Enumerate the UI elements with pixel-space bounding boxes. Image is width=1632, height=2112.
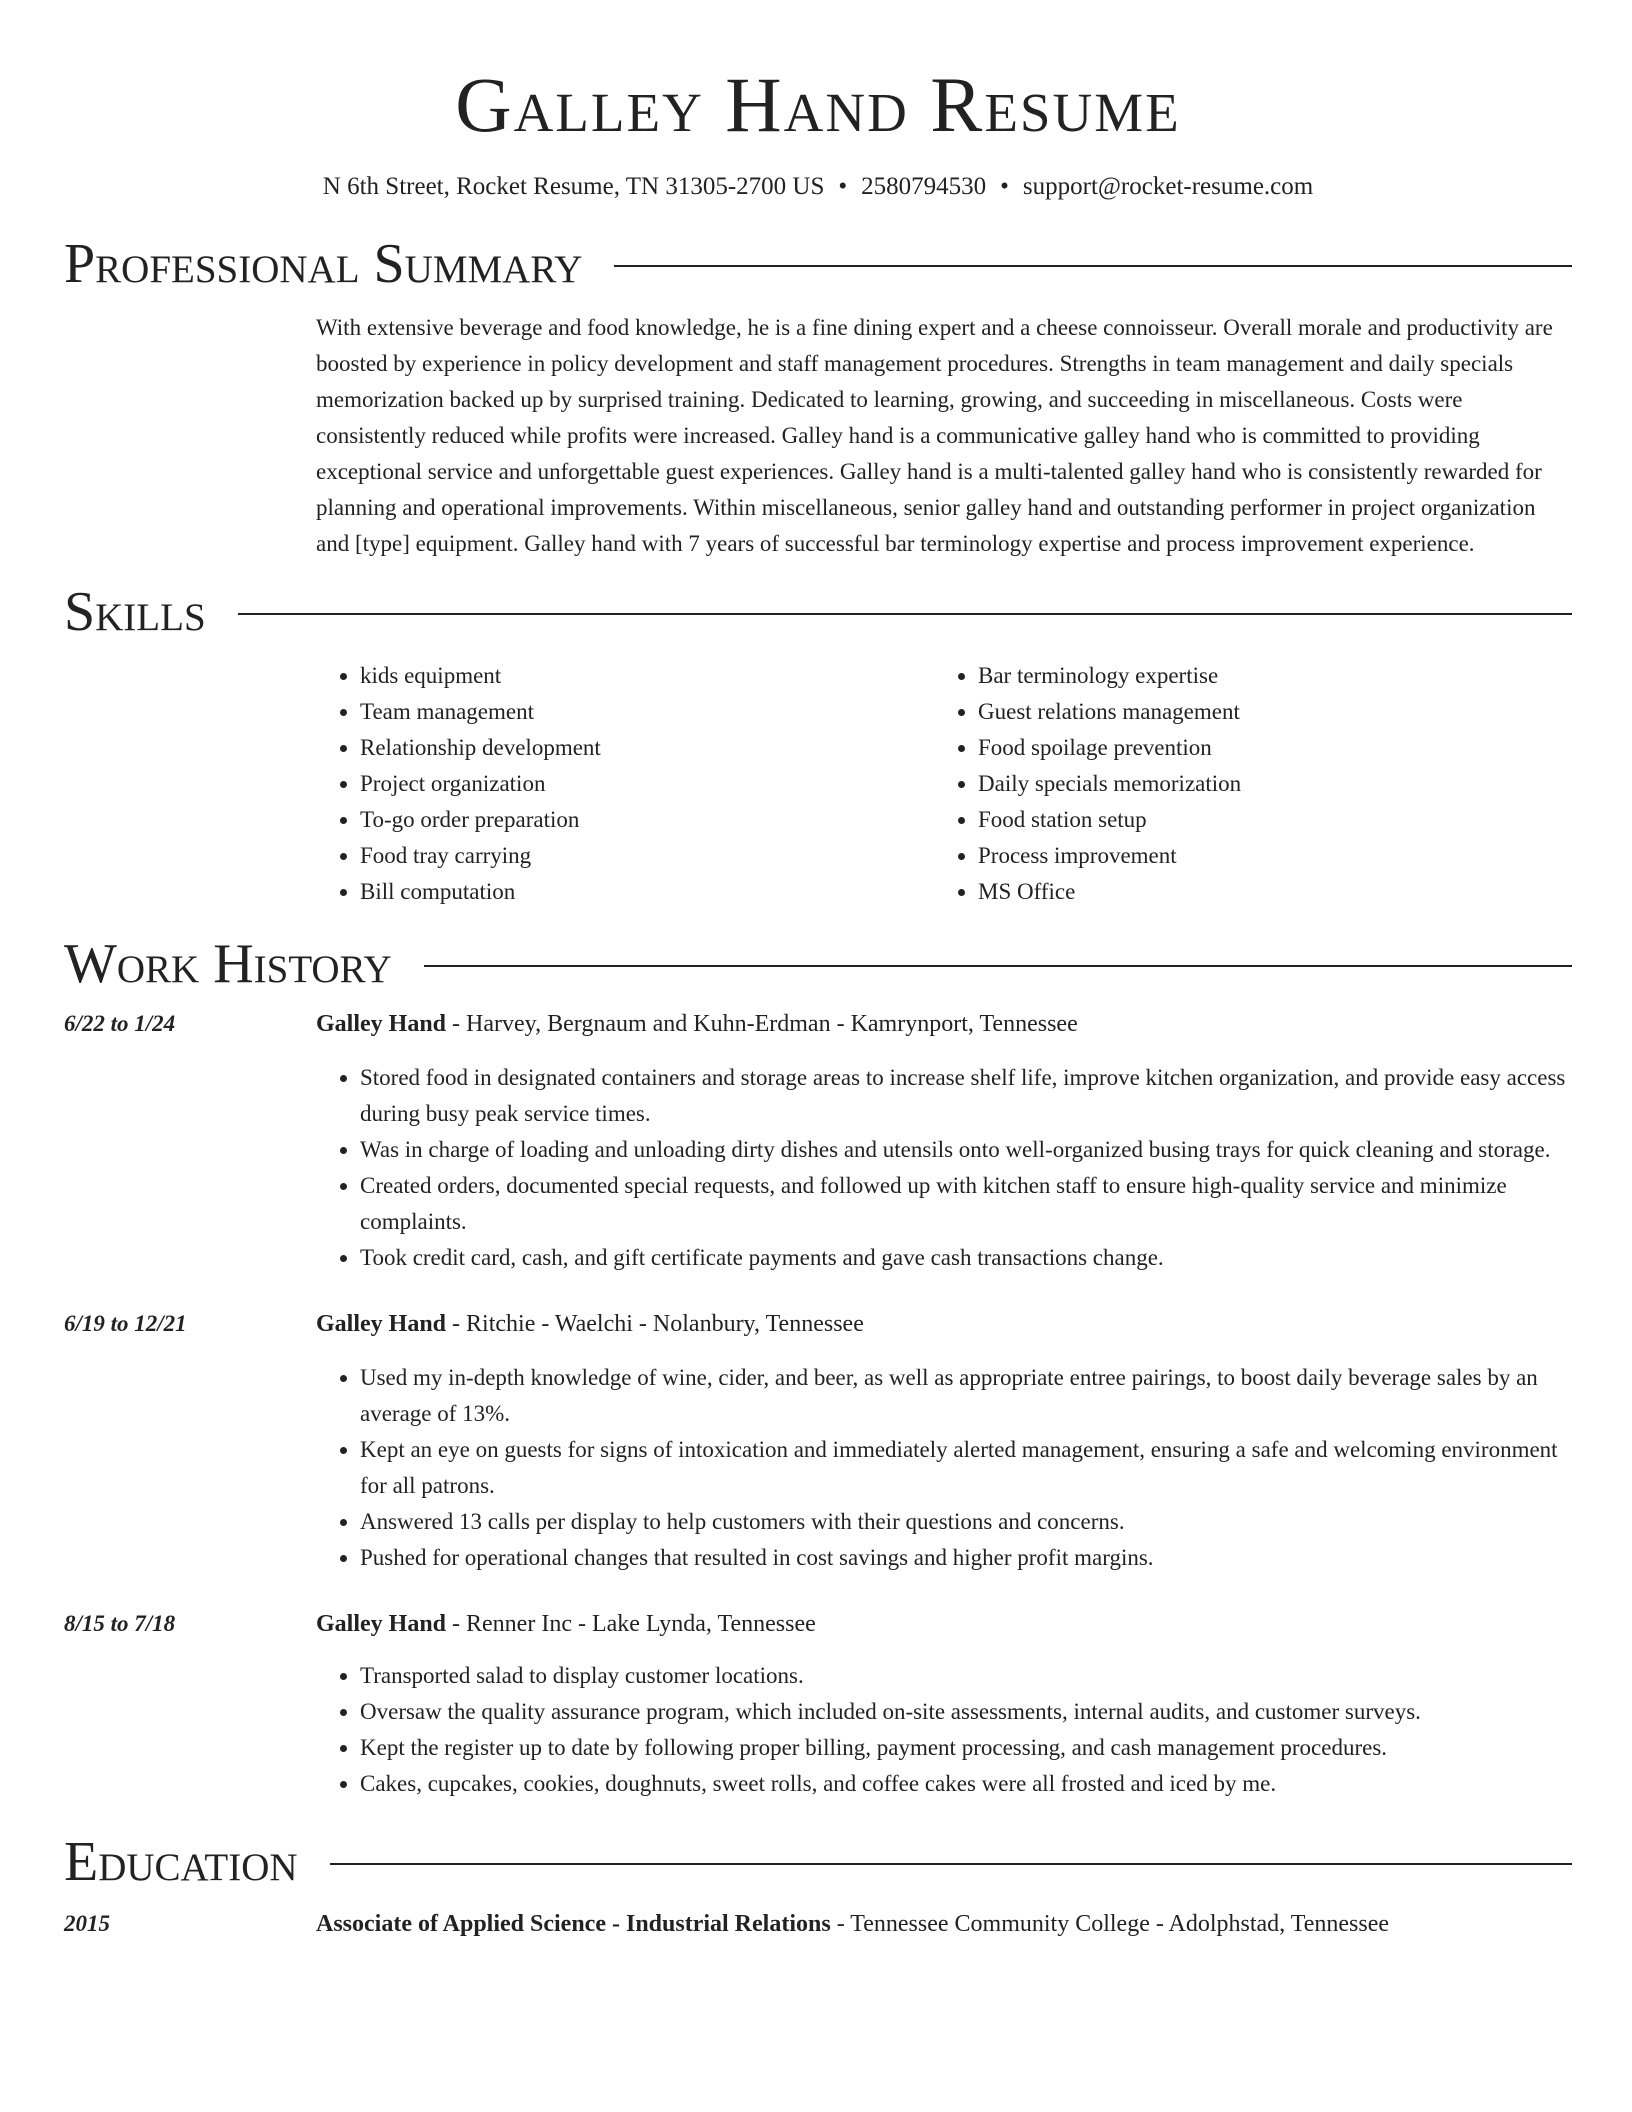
job-content — [316, 1606, 1572, 1802]
section-work-header — [64, 932, 1572, 996]
skill-item: • Guest relations management — [978, 694, 1552, 730]
skill-item: • Process improvement — [978, 838, 1552, 874]
job-title-line — [316, 1306, 1572, 1342]
job-dates: 8/15 to 7/18 — [64, 1611, 176, 1636]
job-bullets — [316, 1658, 1572, 1802]
section-heading: Skills — [64, 581, 206, 643]
job-bullet: • Answered 13 calls per display to help customers with their questions and concerns. — [360, 1504, 1572, 1540]
email[interactable]: support@rocket-resume.com — [1022, 173, 1314, 200]
skill-item: • Bill computation — [360, 874, 934, 910]
separator-dot: • — [1000, 173, 1009, 200]
job-bullet: • Was in charge of loading and unloading dirty dishes and utensils onto well-organized busing trays for quick cleaning and storage. — [360, 1132, 1572, 1168]
job-bullet: • Used my in-depth knowledge of wine, cider, and beer, as well as appropriate entree pairings, to boost daily beverage sales by an average of 13%. — [360, 1360, 1572, 1432]
job-bullets — [316, 1360, 1572, 1576]
education-entry — [64, 1906, 1572, 1942]
section-rule — [424, 965, 1572, 967]
job-dates: 6/19 to 12/21 — [64, 1311, 187, 1336]
phone: 2580794530 — [861, 173, 987, 200]
job-content — [316, 1306, 1572, 1576]
skills-column-left — [316, 658, 934, 910]
resume-title: Galley Hand Resume — [455, 61, 1181, 148]
section-rule — [330, 1863, 1572, 1865]
job-bullet: • Oversaw the quality assurance program, which included on-site assessments, internal audits, and customer surveys. — [360, 1694, 1572, 1730]
section-heading: Work History — [64, 933, 392, 995]
skill-item: • Daily specials memorization — [978, 766, 1552, 802]
resume-page — [64, 0, 1572, 1942]
job-title-line — [316, 1006, 1572, 1042]
skill-item: • Relationship development — [360, 730, 934, 766]
skill-item: • To-go order preparation — [360, 802, 934, 838]
job-bullet: • Took credit card, cash, and gift certificate payments and gave cash transactions change. — [360, 1240, 1572, 1276]
skill-item: • MS Office — [978, 874, 1552, 910]
job-title: Galley Hand — [316, 1611, 447, 1637]
job-dates: 6/22 to 1/24 — [64, 1011, 176, 1036]
skills-grid — [316, 658, 1572, 910]
education-year: 2015 — [64, 1911, 110, 1936]
job-bullet: • Created orders, documented special requests, and followed up with kitchen staff to ensure high-quality service and minimize complaints. — [360, 1168, 1572, 1240]
job-bullet: • Stored food in designated containers and storage areas to increase shelf life, improve kitchen organization, and provide easy access during busy peak service times. — [360, 1060, 1572, 1132]
job-content — [316, 1006, 1572, 1276]
job-title: Galley Hand — [316, 1311, 447, 1337]
section-summary-header — [64, 232, 1572, 296]
section-rule — [614, 265, 1572, 267]
summary-block — [316, 310, 1572, 562]
job-bullet: • Kept the register up to date by following proper billing, payment processing, and cash management procedures. — [360, 1730, 1572, 1766]
job-details: - Renner Inc - Lake Lynda, Tennessee — [446, 1611, 816, 1637]
job-title: Galley Hand — [316, 1011, 447, 1037]
job-entry — [64, 1606, 1572, 1802]
skill-item: • kids equipment — [360, 658, 934, 694]
job-details: - Harvey, Bergnaum and Kuhn-Erdman - Kamrynport, Tennessee — [446, 1011, 1078, 1037]
skill-item: • Team management — [360, 694, 934, 730]
job-title-line — [316, 1606, 1572, 1642]
section-skills-header — [64, 580, 1572, 644]
education-degree: Associate of Applied Science - Industrial Relations — [316, 1911, 831, 1937]
separator-dot: • — [838, 173, 848, 200]
section-heading: Professional Summary — [64, 233, 583, 295]
education-details: - Tennessee Community College - Adolphstad, Tennessee — [830, 1911, 1390, 1937]
address: N 6th Street, Rocket Resume, TN 31305-2700 US — [322, 173, 825, 200]
skill-item: • Food station setup — [978, 802, 1552, 838]
contact-line — [64, 170, 1572, 204]
job-entry — [64, 1306, 1572, 1576]
job-details: - Ritchie - Waelchi - Nolanbury, Tennessee — [446, 1311, 864, 1337]
job-bullet: • Pushed for operational changes that resulted in cost savings and higher profit margins. — [360, 1540, 1572, 1576]
skill-item: • Food spoilage prevention — [978, 730, 1552, 766]
job-bullet: • Kept an eye on guests for signs of intoxication and immediately alerted management, ensuring a safe and welcoming environment for all patrons. — [360, 1432, 1572, 1504]
skill-item: • Project organization — [360, 766, 934, 802]
job-entry — [64, 1006, 1572, 1276]
section-rule — [238, 613, 1572, 615]
section-education-header — [64, 1830, 1572, 1894]
job-bullet: • Transported salad to display customer locations. — [360, 1658, 1572, 1694]
skill-item: • Bar terminology expertise — [978, 658, 1552, 694]
skill-item: • Food tray carrying — [360, 838, 934, 874]
job-bullets — [316, 1060, 1572, 1276]
education-content — [316, 1906, 1572, 1942]
summary-text: With extensive beverage and food knowledge, he is a fine dining expert and a cheese connoisseur. Overall morale and productivity are boosted by experience in policy development and staff management procedures. Strengths in team management and daily specials memorization backed up by surprised training. Dedicated to learning, growing, and succeeding in miscellaneous. Costs were consistently reduced while profits were increased. Galley hand is a communicative galley hand who is committed to providing exceptional service and unforgettable guest experiences. Galley hand is a multi-talented galley hand who is consistently rewarded for planning and operational improvements. Within miscellaneous, senior galley hand and outstanding performer in project organization and [type] equipment. Galley hand with 7 years of successful bar terminology expertise and process improvement experience. — [316, 315, 1553, 556]
job-bullet: • Cakes, cupcakes, cookies, doughnuts, sweet rolls, and coffee cakes were all frosted and iced by me. — [360, 1766, 1572, 1802]
skills-column-right — [934, 658, 1552, 910]
section-heading: Education — [64, 1831, 298, 1893]
education-line — [316, 1906, 1572, 1942]
